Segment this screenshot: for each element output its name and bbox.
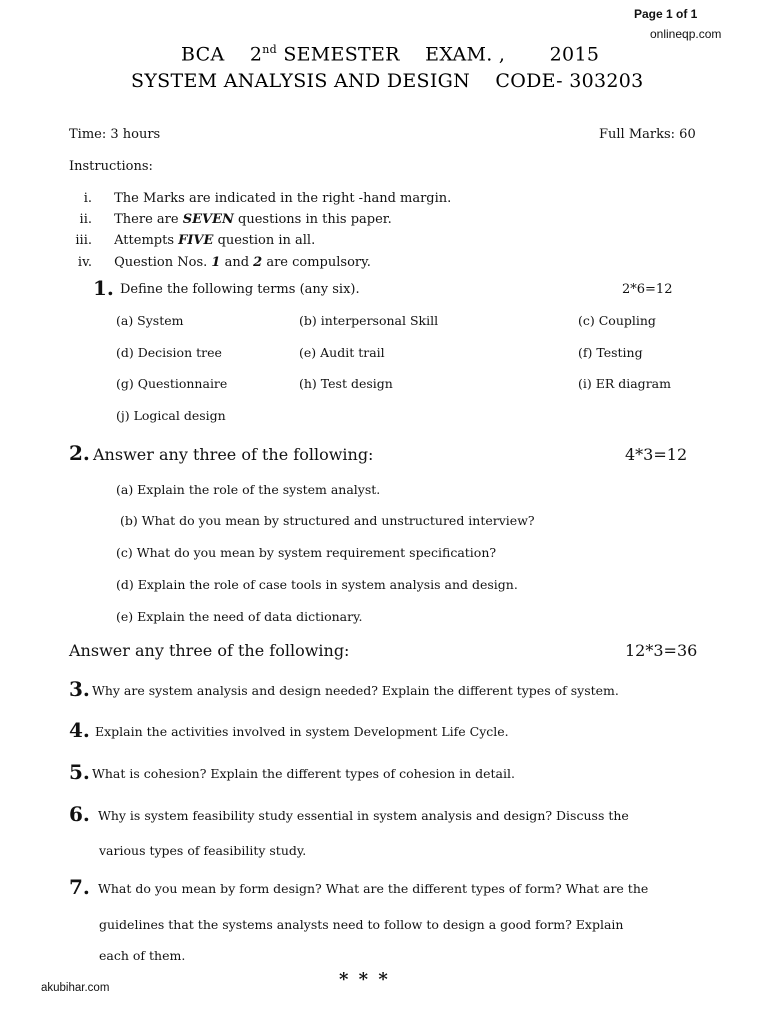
sub-question: (a) Explain the role of the system analyst. (116, 482, 381, 497)
page-label: Page 1 of 1 (634, 7, 698, 21)
term-item: (g) Questionnaire (116, 376, 228, 391)
term-item: (i) ER diagram (578, 376, 671, 391)
question-text-continued: each of them. (99, 948, 186, 963)
question-number: 5. (69, 760, 90, 784)
term-item: (c) Coupling (578, 313, 656, 328)
instruction-item (64, 233, 315, 248)
sub-question: (c) What do you mean by system requirement specification? (116, 545, 497, 560)
full-marks: Full Marks: 60 (599, 127, 696, 142)
question-text: Answer any three of the following: (93, 445, 374, 464)
semester-label: SEMESTER (283, 43, 400, 66)
question-number: 3. (69, 677, 90, 701)
instruction-text: Attempts FIVE question in all. (114, 233, 316, 248)
term-item: (e) Audit trail (299, 345, 385, 360)
instruction-item (64, 255, 371, 270)
exam-year: 2015 (549, 43, 600, 66)
instructions-label: Instructions: (69, 159, 153, 174)
question-text: What do you mean by form design? What are the different types of form? What are the (98, 881, 649, 896)
source-watermark-bottom: akubihar.com (41, 982, 110, 994)
instruction-item (64, 191, 451, 206)
instruction-text: There are SEVEN questions in this paper. (114, 212, 392, 227)
section-marks: 12*3=36 (625, 641, 698, 660)
question-number: 6. (69, 802, 90, 826)
instruction-number: ii. (79, 212, 92, 227)
sub-question: (e) Explain the need of data dictionary. (116, 609, 363, 624)
instruction-number: iv. (77, 255, 92, 270)
sub-question: (d) Explain the role of case tools in system analysis and design. (116, 577, 518, 592)
exam-title-line2: SYSTEM ANALYSIS AND DESIGN CODE- 303203 (131, 70, 644, 92)
question-text-continued: various types of feasibility study. (99, 843, 307, 858)
semester-suffix: nd (262, 43, 277, 56)
term-item: (f) Testing (578, 345, 643, 360)
question-number: 1. (93, 276, 114, 300)
question-text: Why is system feasibility study essential in system analysis and design? Discuss the (98, 808, 629, 823)
end-of-paper-mark: * * * (339, 969, 390, 990)
program-label: BCA (181, 43, 225, 66)
question-text: Explain the activities involved in system Development Life Cycle. (95, 724, 509, 739)
source-watermark-top: onlineqp.com (650, 27, 722, 41)
instruction-text: The Marks are indicated in the right -hand margin. (114, 191, 452, 206)
term-item: (a) System (116, 313, 184, 328)
question-text: Define the following terms (any six). (120, 282, 360, 297)
question-text: What is cohesion? Explain the different types of cohesion in detail. (92, 766, 515, 781)
instruction-number: iii. (75, 233, 92, 248)
instruction-text: Question Nos. 1 and 2 are compulsory. (114, 255, 371, 270)
term-item: (b) interpersonal Skill (299, 313, 439, 328)
semester-number: 2 (249, 43, 263, 66)
question-text: Why are system analysis and design needed? Explain the different types of system. (92, 683, 619, 698)
section-heading: Answer any three of the following: (69, 641, 350, 660)
question-marks: 4*3=12 (625, 445, 688, 464)
question-number: 4. (69, 718, 90, 742)
instruction-number: i. (83, 191, 92, 206)
time-allowed: Time: 3 hours (69, 127, 161, 142)
term-item: (j) Logical design (116, 408, 226, 423)
term-item: (d) Decision tree (116, 345, 222, 360)
instruction-item (64, 212, 392, 227)
sub-question: (b) What do you mean by structured and unstructured interview? (120, 513, 535, 528)
exam-label: EXAM. , (425, 43, 506, 66)
question-text-continued: guidelines that the systems analysts need to follow to design a good form? Explain (99, 917, 624, 932)
term-item: (h) Test design (299, 376, 393, 391)
question-number: 2. (69, 441, 90, 465)
question-marks: 2*6=12 (622, 282, 673, 297)
question-number: 7. (69, 875, 90, 899)
exam-title-line1 (181, 43, 599, 65)
